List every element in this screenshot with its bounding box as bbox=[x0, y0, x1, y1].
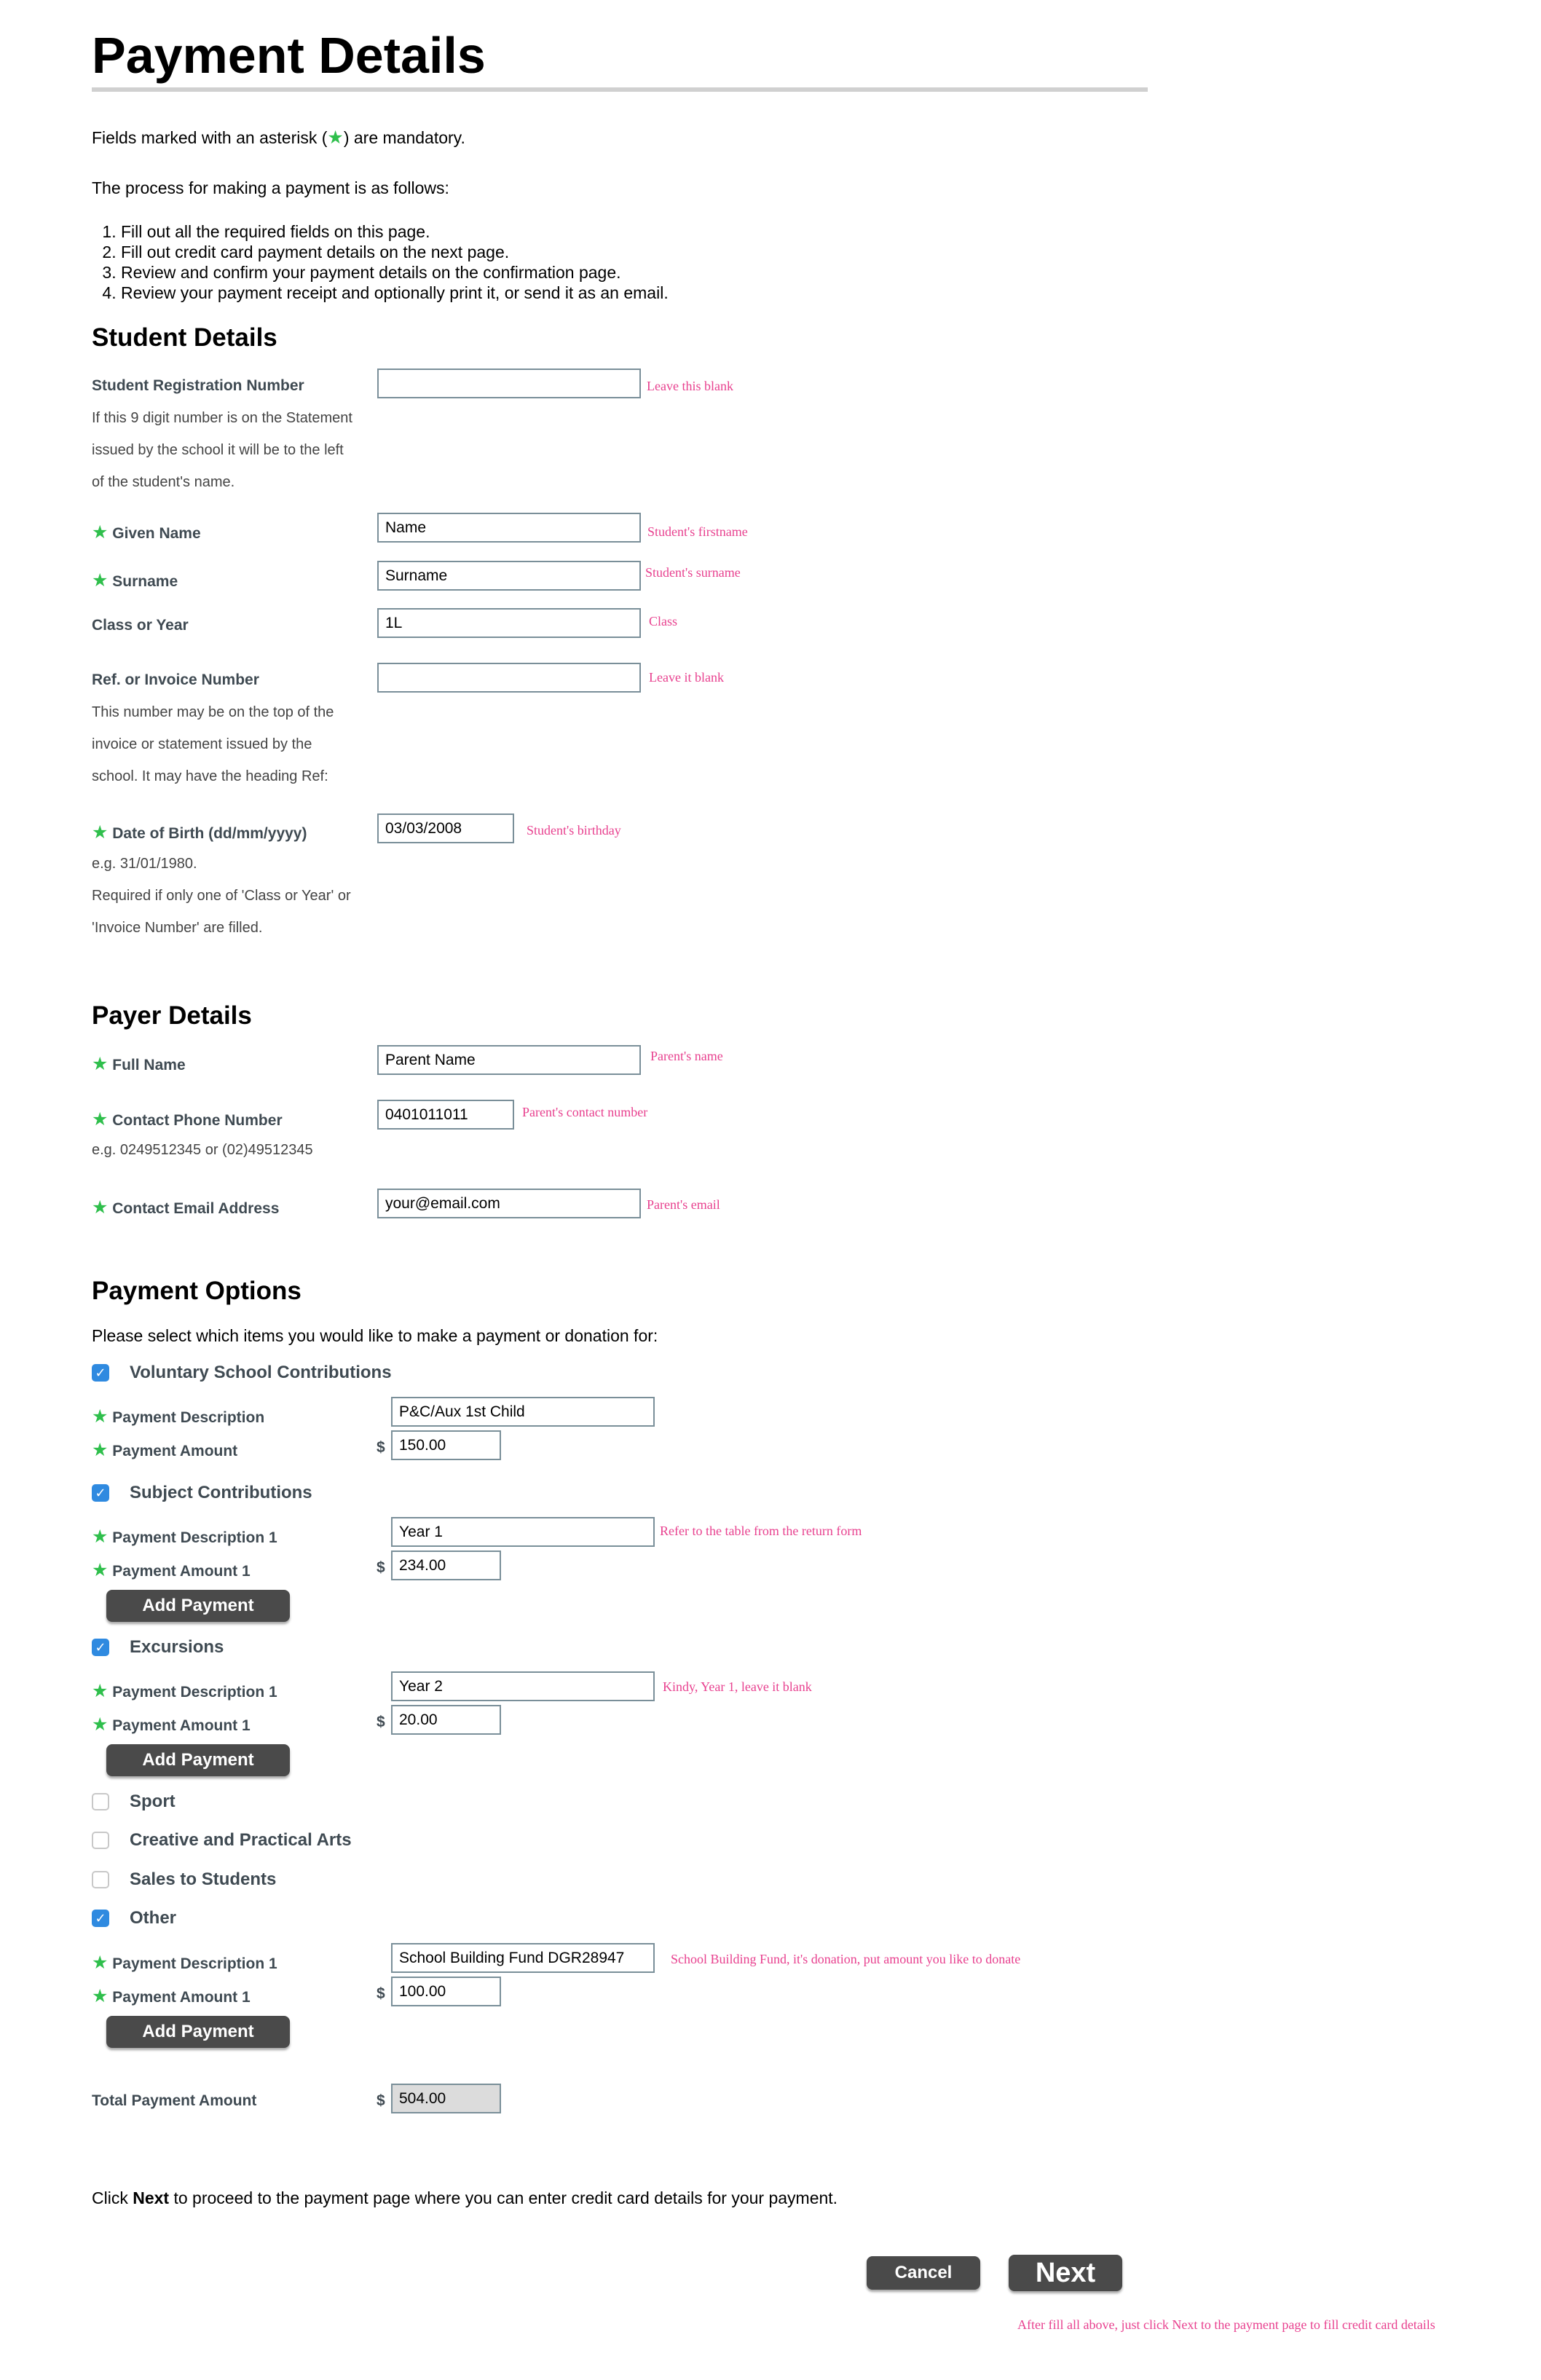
mandatory-note bbox=[92, 127, 465, 149]
payment-amount-label bbox=[92, 1714, 251, 1735]
payment-description-note: Refer to the table from the return form bbox=[660, 1524, 862, 1538]
email-input[interactable]: your@email.com bbox=[377, 1189, 641, 1218]
voluntary-contributions-checkbox[interactable]: ✓ bbox=[92, 1364, 109, 1382]
student-details-heading: Student Details bbox=[92, 323, 277, 352]
class-year-note: Class bbox=[649, 614, 678, 629]
payment-description-input[interactable]: Year 1 bbox=[391, 1517, 655, 1547]
payment-description-label bbox=[92, 1406, 264, 1427]
payment-description-label-text: Payment Description 1 bbox=[112, 1684, 277, 1701]
phone-label-text: Contact Phone Number bbox=[112, 1112, 283, 1129]
phone-note: Parent's contact number bbox=[522, 1105, 648, 1119]
reg-number-help: of the student's name. bbox=[92, 474, 235, 490]
reg-number-note: Leave this blank bbox=[647, 379, 733, 393]
currency-symbol: $ bbox=[377, 1439, 385, 1456]
step-item: 1. Fill out all the required fields on this page. bbox=[121, 221, 669, 242]
ref-number-help: invoice or statement issued by the bbox=[92, 736, 312, 752]
ref-number-help: school. It may have the heading Ref: bbox=[92, 768, 328, 784]
class-year-label: Class or Year bbox=[92, 617, 189, 634]
email-label-text: Contact Email Address bbox=[112, 1200, 280, 1217]
other-checkbox[interactable]: ✓ bbox=[92, 1910, 109, 1927]
payment-amount-input[interactable]: 150.00 bbox=[391, 1430, 501, 1460]
required-star-icon: ★ bbox=[92, 1953, 109, 1973]
required-star-icon: ★ bbox=[92, 1714, 109, 1735]
payment-description-input[interactable]: Year 2 bbox=[391, 1671, 655, 1701]
full-name-label-text: Full Name bbox=[112, 1057, 186, 1073]
subject-contributions-label: Subject Contributions bbox=[130, 1483, 312, 1502]
payment-amount-input[interactable]: 20.00 bbox=[391, 1705, 501, 1735]
phone-label bbox=[92, 1108, 283, 1130]
next-note: After fill all above, just click Next to the payment page to fill credit card details bbox=[1017, 2317, 1435, 2332]
voluntary-contributions-label: Voluntary School Contributions bbox=[130, 1363, 392, 1382]
full-name-input[interactable]: Parent Name bbox=[377, 1045, 641, 1075]
add-payment-button[interactable]: Add Payment bbox=[106, 2016, 290, 2048]
required-star-icon: ★ bbox=[92, 1526, 109, 1547]
other-label: Other bbox=[130, 1908, 177, 1928]
mandatory-suffix: ) are mandatory. bbox=[343, 128, 465, 147]
total-payment-amount: 504.00 bbox=[391, 2084, 501, 2113]
given-name-input[interactable]: Name bbox=[377, 513, 641, 543]
payment-options-instructions: Please select which items you would like to make a payment or donation for: bbox=[92, 1326, 658, 1345]
payment-amount-input[interactable]: 100.00 bbox=[391, 1977, 501, 2006]
add-payment-button[interactable]: Add Payment bbox=[106, 1744, 290, 1776]
reg-number-input[interactable] bbox=[377, 369, 641, 398]
required-star-icon: ★ bbox=[92, 822, 109, 843]
dob-label-text: Date of Birth (dd/mm/yyyy) bbox=[112, 825, 307, 842]
required-star-icon: ★ bbox=[92, 1406, 109, 1427]
currency-symbol: $ bbox=[377, 1714, 385, 1730]
surname-label bbox=[92, 570, 178, 591]
full-name-label bbox=[92, 1053, 186, 1075]
proceed-suffix: to proceed to the payment page where you can enter credit card details for your payment. bbox=[169, 2188, 838, 2207]
step-item: 2. Fill out credit card payment details on the next page. bbox=[121, 242, 669, 262]
sales-to-students-checkbox[interactable] bbox=[92, 1871, 109, 1888]
payment-amount-label-text: Payment Amount 1 bbox=[112, 1717, 251, 1734]
ref-number-note: Leave it blank bbox=[649, 670, 724, 685]
dob-label bbox=[92, 821, 307, 843]
payment-description-label bbox=[92, 1952, 277, 1974]
required-star-icon: ★ bbox=[92, 1109, 109, 1130]
proceed-bold: Next bbox=[133, 2188, 170, 2207]
payment-amount-label-text: Payment Amount bbox=[112, 1443, 238, 1459]
email-note: Parent's email bbox=[647, 1197, 720, 1212]
dob-help: Required if only one of 'Class or Year' or bbox=[92, 888, 351, 904]
required-star-icon: ★ bbox=[92, 1197, 109, 1218]
payment-description-label-text: Payment Description 1 bbox=[112, 1955, 277, 1972]
currency-symbol: $ bbox=[377, 1559, 385, 1576]
full-name-note: Parent's name bbox=[650, 1049, 723, 1063]
creative-practical-arts-checkbox[interactable] bbox=[92, 1832, 109, 1849]
ref-number-label: Ref. or Invoice Number bbox=[92, 671, 259, 688]
class-year-input[interactable]: 1L bbox=[377, 608, 641, 638]
required-star-icon: ★ bbox=[92, 1681, 109, 1701]
step-item: 3. Review and confirm your payment details on the confirmation page. bbox=[121, 262, 669, 283]
required-star-icon: ★ bbox=[92, 1440, 109, 1460]
surname-input[interactable]: Surname bbox=[377, 561, 641, 591]
reg-number-help: issued by the school it will be to the left bbox=[92, 442, 344, 458]
payment-description-label-text: Payment Description 1 bbox=[112, 1529, 277, 1546]
proceed-prefix: Click bbox=[92, 2188, 133, 2207]
payment-description-note: Kindy, Year 1, leave it blank bbox=[663, 1679, 812, 1694]
phone-help: e.g. 0249512345 or (02)49512345 bbox=[92, 1142, 313, 1158]
payment-amount-label bbox=[92, 1559, 251, 1581]
star-icon: ★ bbox=[327, 127, 344, 148]
dob-help: e.g. 31/01/1980. bbox=[92, 856, 197, 872]
next-button[interactable]: Next bbox=[1009, 2255, 1122, 2291]
sales-to-students-label: Sales to Students bbox=[130, 1869, 277, 1889]
dob-input[interactable]: 03/03/2008 bbox=[377, 813, 514, 843]
required-star-icon: ★ bbox=[92, 522, 109, 543]
payment-description-label bbox=[92, 1526, 277, 1548]
payment-description-label-text: Payment Description bbox=[112, 1409, 265, 1426]
given-name-label bbox=[92, 521, 201, 543]
title-divider bbox=[92, 87, 1148, 92]
total-payment-label: Total Payment Amount bbox=[92, 2092, 257, 2109]
step-item: 4. Review your payment receipt and optionally print it, or send it as an email. bbox=[121, 283, 669, 303]
subject-contributions-checkbox[interactable]: ✓ bbox=[92, 1484, 109, 1502]
payment-description-label bbox=[92, 1680, 277, 1702]
creative-practical-arts-label: Creative and Practical Arts bbox=[130, 1830, 352, 1850]
excursions-label: Excursions bbox=[130, 1637, 224, 1657]
process-text: The process for making a payment is as follows: bbox=[92, 178, 449, 197]
sport-label: Sport bbox=[130, 1792, 176, 1811]
dob-note: Student's birthday bbox=[527, 823, 621, 838]
add-payment-button[interactable]: Add Payment bbox=[106, 1590, 290, 1622]
reg-number-label: Student Registration Number bbox=[92, 377, 304, 394]
surname-label-text: Surname bbox=[112, 573, 178, 590]
reg-number-help: If this 9 digit number is on the Statement bbox=[92, 410, 352, 426]
mandatory-prefix: Fields marked with an asterisk ( bbox=[92, 128, 328, 147]
process-steps bbox=[92, 221, 669, 303]
ref-number-help: This number may be on the top of the bbox=[92, 704, 334, 720]
proceed-instructions bbox=[92, 2188, 838, 2208]
required-star-icon: ★ bbox=[92, 1054, 109, 1074]
surname-note: Student's surname bbox=[645, 565, 741, 580]
payment-amount-label-text: Payment Amount 1 bbox=[112, 1989, 251, 2006]
payment-description-input[interactable]: School Building Fund DGR28947 bbox=[391, 1943, 655, 1973]
phone-input[interactable]: 0401011011 bbox=[377, 1100, 514, 1130]
payer-details-heading: Payer Details bbox=[92, 1001, 252, 1030]
given-name-label-text: Given Name bbox=[112, 525, 201, 542]
required-star-icon: ★ bbox=[92, 1986, 109, 2006]
required-star-icon: ★ bbox=[92, 1560, 109, 1580]
currency-symbol: $ bbox=[377, 1985, 385, 2002]
payment-amount-label-text: Payment Amount 1 bbox=[112, 1563, 251, 1580]
currency-symbol: $ bbox=[377, 2092, 385, 2109]
sport-checkbox[interactable] bbox=[92, 1793, 109, 1810]
excursions-checkbox[interactable]: ✓ bbox=[92, 1639, 109, 1656]
payment-amount-label bbox=[92, 1439, 237, 1461]
required-star-icon: ★ bbox=[92, 570, 109, 591]
payment-description-input[interactable]: P&C/Aux 1st Child bbox=[391, 1397, 655, 1427]
email-label bbox=[92, 1197, 279, 1218]
ref-number-input[interactable] bbox=[377, 663, 641, 693]
page-title: Payment Details bbox=[92, 27, 486, 84]
dob-help: 'Invoice Number' are filled. bbox=[92, 920, 263, 936]
payment-options-heading: Payment Options bbox=[92, 1277, 302, 1305]
cancel-button[interactable]: Cancel bbox=[867, 2256, 980, 2290]
given-name-note: Student's firstname bbox=[647, 524, 748, 539]
payment-amount-input[interactable]: 234.00 bbox=[391, 1550, 501, 1580]
payment-amount-label bbox=[92, 1985, 251, 2007]
payment-description-note: School Building Fund, it's donation, put amount you like to donate bbox=[671, 1952, 1021, 1966]
